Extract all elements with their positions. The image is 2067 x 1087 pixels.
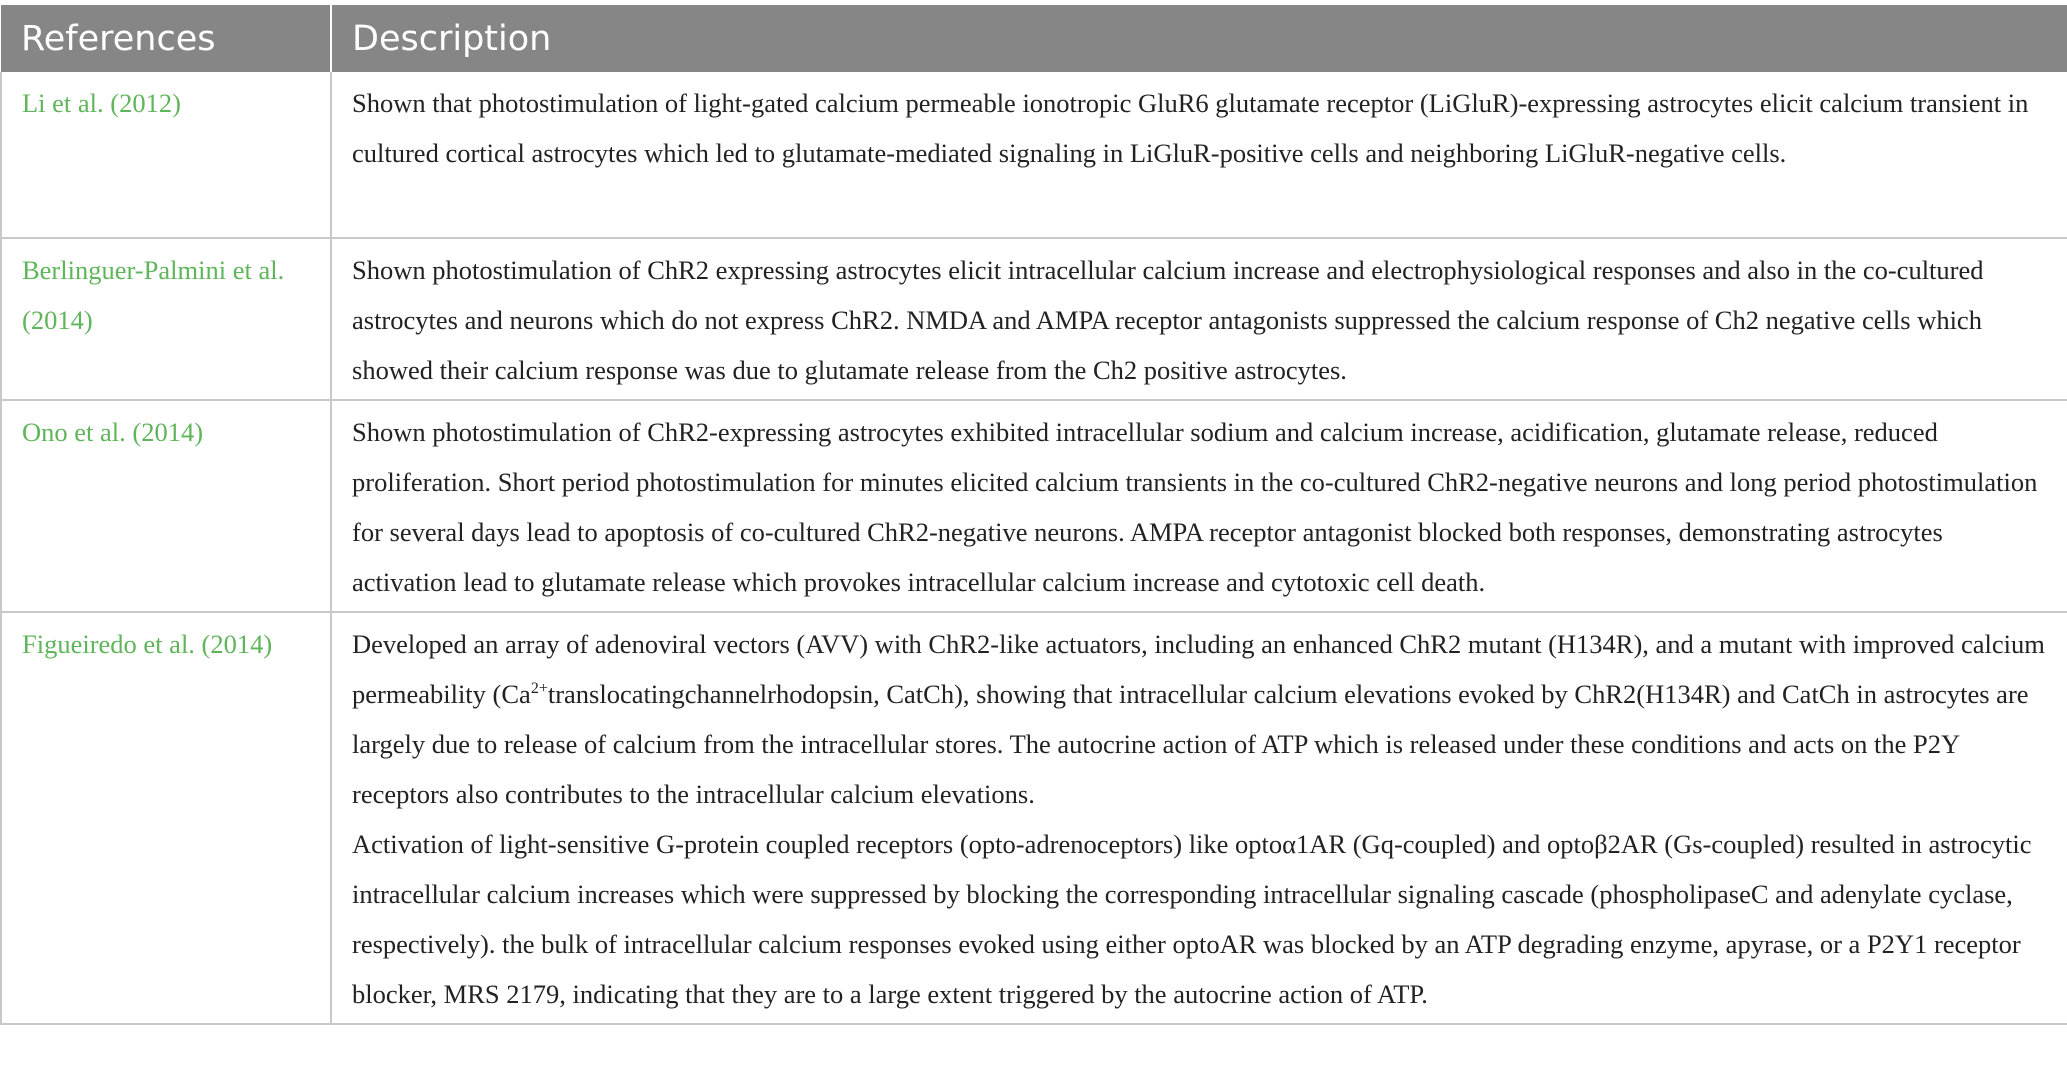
reference-cell: Berlinguer-Palmini et al. (2014)	[1, 238, 331, 400]
reference-cell: Ono et al. (2014)	[1, 400, 331, 612]
description-cell: Shown that photostimulation of light-gated calcium permeable ionotropic GluR6 glutamate receptor (LiGluR)-expressing astrocytes elicit calcium transient in cultured cortical astrocytes which led to glutamate-mediated signaling in LiGluR-positive cells and neighboring LiGluR-negative cells.	[331, 72, 2067, 238]
header-references: References	[1, 5, 331, 72]
references-table-container	[0, 5, 2067, 1025]
superscript-charge: 2+	[530, 680, 548, 697]
table-body	[1, 72, 2067, 1024]
description-cell	[331, 612, 2067, 1024]
description-text: Developed an array of adenoviral vectors (AVV) with ChR2-like actuators, including an enhanced ChR2 mutant (H134R), and a mutant with improved calcium permeability (Ca	[352, 629, 2045, 709]
header-row	[1, 5, 2067, 72]
description-text: translocatingchannelrhodopsin, CatCh), showing that intracellular calcium elevations evoked by ChR2(H134R) and CatCh in astrocytes are largely due to release of calcium from the intracellular stores. The autocrine action of ATP which is released under these conditions and acts on the P2Y receptors also contributes to the intracellular calcium elevations.	[352, 679, 2029, 809]
description-cell: Shown photostimulation of ChR2 expressing astrocytes elicit intracellular calcium increase and electrophysiological responses and also in the co-cultured astrocytes and neurons which do not express ChR2. NMDA and AMPA receptor antagonists suppressed the calcium response of Ch2 negative cells which showed their calcium response was due to glutamate release from the Ch2 positive astrocytes.	[331, 238, 2067, 400]
description-paragraph	[352, 619, 2047, 819]
table-row	[1, 400, 2067, 612]
table-row	[1, 238, 2067, 400]
description-paragraph: Activation of light-sensitive G-protein coupled receptors (opto-adrenoceptors) like optoα1AR (Gq-coupled) and optoβ2AR (Gs-coupled) resulted in astrocytic intracellular calcium increases which were suppressed by blocking the corresponding intracellular signaling cascade (phospholipaseC and adenylate cyclase, respectively). the bulk of intracellular calcium responses evoked using either optoAR was blocked by an ATP degrading enzyme, apyrase, or a P2Y1 receptor blocker, MRS 2179, indicating that they are to a large extent triggered by the autocrine action of ATP.	[352, 829, 2032, 1009]
header-description: Description	[331, 5, 2067, 72]
reference-cell: Li et al. (2012)	[1, 72, 331, 238]
table-row	[1, 72, 2067, 238]
description-cell: Shown photostimulation of ChR2-expressing astrocytes exhibited intracellular sodium and calcium increase, acidification, glutamate release, reduced proliferation. Short period photostimulation for minutes elicited calcium transients in the co-cultured ChR2-negative neurons and long period photostimulation for several days lead to apoptosis of co-cultured ChR2-negative neurons. AMPA receptor antagonist blocked both responses, demonstrating astrocytes activation lead to glutamate release which provokes intracellular calcium increase and cytotoxic cell death.	[331, 400, 2067, 612]
table-header	[1, 5, 2067, 72]
table-row	[1, 612, 2067, 1024]
reference-cell: Figueiredo et al. (2014)	[1, 612, 331, 1024]
references-table	[0, 5, 2067, 1025]
